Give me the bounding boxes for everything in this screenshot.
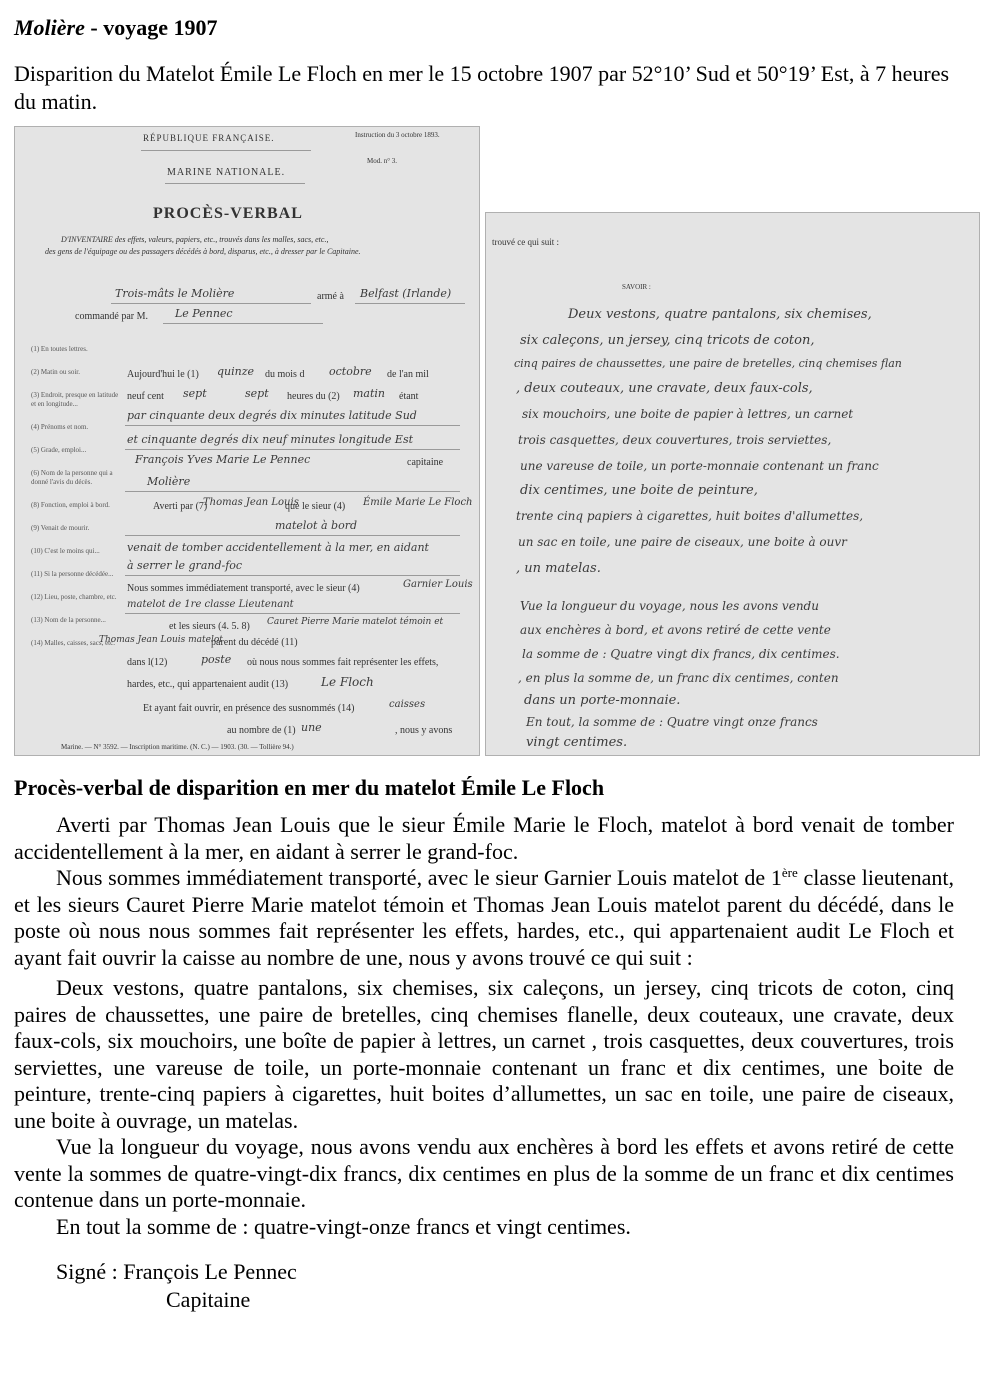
sale-line: , en plus la somme de, un franc dix centimes, conten [518, 671, 839, 685]
title-rest: - voyage 1907 [84, 15, 218, 40]
form-mod: Mod. n° 3. [367, 157, 398, 165]
sale-line: vingt centimes. [526, 735, 628, 750]
hw-place: poste [201, 653, 232, 666]
inv-line: six caleçons, un jersey, cinq tricots de coton, [520, 333, 815, 348]
form-title: PROCÈS-VERBAL [153, 205, 303, 222]
inv-savoir: SAVOIR : [622, 283, 651, 291]
form-republique: RÉPUBLIQUE FRANÇAISE. [143, 133, 275, 143]
sale-line: En tout, la somme de : Quatre vingt onze francs [526, 715, 818, 729]
hw-name: Le Floch [321, 675, 374, 689]
paragraph: Deux vestons, quatre pantalons, six chemises, six caleçons, un jersey, cinq tricots de coton, cinq paires de chaussettes, une paire de bretelles, cinq chemises flanelle, deux couteaux, une cravate, deux faux-cols, six mouchoirs, une boîte de papier à lettres, un carnet , trois casquettes, deux couvertures, trois serviettes, une vareuse de toile, un porte-monnaie contenant un franc et dix centimes, une boite de peinture, trente-cinq papiers à cigarettes, huit boites d’allumettes, un sac en toile, une paire de ciseaux, une boite à ouvrage, un matelas. [14, 975, 954, 1133]
form-capitaine: capitaine [407, 457, 444, 468]
inv-line: cinq paires de chaussettes, une paire de bretelles, cinq chemises flan [514, 357, 902, 370]
form-commande-par: commandé par M. [75, 311, 149, 322]
hw-signatory: François Yves Marie Le Pennec [135, 453, 311, 466]
form-aujourdhui: Aujourd'hui le (1) [127, 369, 199, 380]
form-hardes: hardes, etc., qui appartenaient audit (13) [127, 679, 289, 690]
transcription-body [14, 812, 954, 1240]
inv-line: six mouchoirs, une boite de papier à lettres, un carnet [522, 407, 854, 421]
hw-year: sept [183, 387, 207, 400]
hw-ship: Trois-mâts le Molière [115, 287, 235, 300]
hw-witness: Garnier Louis [403, 579, 473, 590]
page-title [14, 14, 217, 42]
signature-role: Capitaine [166, 1287, 251, 1312]
sale-line: aux enchères à bord, et avons retiré de cette vente [520, 623, 831, 637]
paragraph: En tout la somme de : quatre-vingt-onze francs et vingt centimes. [56, 1213, 631, 1239]
sale-line: Vue la longueur du voyage, nous les avons vendu [520, 599, 819, 613]
form-subtitle-2: des gens de l'équipage ou des passagers décédés à bord, disparus, etc., à dresser par le Capitaine. [45, 247, 361, 256]
hw-longitude: et cinquante degrés dix neuf minutes longitude Est [127, 433, 414, 446]
hw-ship-2: Molière [147, 475, 191, 488]
hw-event-2: à serrer le grand-foc [127, 559, 243, 572]
form-sieur: que le sieur (4) [285, 501, 346, 512]
form-dans: dans l(12) [127, 657, 168, 668]
ship-name: Molière [14, 15, 85, 40]
signature-name: Signé : François Le Pennec [56, 1259, 297, 1284]
form-footer: Marine. — N° 3592. — Inscription maritime. (N. C.) — 1903. (30. — Tollière 94.) [61, 743, 294, 751]
hw-deceased: Émile Marie Le Floch [363, 497, 473, 508]
hw-num: une [301, 721, 322, 734]
hw-box: caisses [389, 699, 426, 710]
form-ou: où nous nous sommes fait représenter les effets, [247, 657, 439, 668]
form-subtitle-1: D'INVENTAIRE des effets, valeurs, papiers, etc., trouvés dans les malles, sacs, etc., [61, 235, 329, 244]
scan-inventory-page [485, 212, 980, 756]
form-mois: du mois d [265, 369, 305, 380]
form-margin-notes: (1) En toutes lettres. (2) Matin ou soir. (3) Endroit, presque en latitude et en longitude... (4) Prénoms et nom. (5) Grade, emploi... (6) Nom de la personne qui a donné l'avis du décès. (8) Fonction, emploi à bord. (9) Venait de mourir. (10) C'est le moins qui... (11) Si la personne décédée... (12) Lieu, poste, chambre, etc. (13) Nom de la personne... (14) Malles, caisses, sacs, etc. [31, 345, 119, 647]
form-etant: étant [399, 391, 419, 402]
hw-captain: Le Pennec [175, 307, 233, 320]
form-instruction: Instruction du 3 octobre 1893. [355, 131, 440, 139]
form-nousy: , nous y avons [395, 725, 453, 736]
hw-event-1: venait de tomber accidentellement à la mer, en aidant [127, 541, 429, 554]
form-marine: MARINE NATIONALE. [167, 167, 286, 178]
inv-line: trente cinq papiers à cigarettes, huit boites d'allumettes, [516, 509, 864, 523]
hw-witness-rank: matelot de 1re classe Lieutenant [127, 599, 294, 610]
inv-line: une vareuse de toile, un porte-monnaie contenant un franc [520, 459, 879, 473]
form-parent: parent du décédé (11) [211, 637, 298, 648]
paragraph: Vue la longueur du voyage, nous avons vendu aux enchères à bord les effets et avons retiré de cette vente la sommes de quatre-vingt-dix francs, dix centimes en plus de la somme de un franc et dix centimes contenue dans un porte-monnaie. [14, 1134, 954, 1212]
section-heading: Procès-verbal de disparition en mer du matelot Émile Le Floch [14, 775, 605, 800]
form-sieurs: et les sieurs (4. 5. 8) [169, 621, 250, 632]
inv-trouve: trouvé ce qui suit : [492, 237, 559, 247]
hw-port: Belfast (Irlande) [360, 287, 452, 300]
paragraph: Nous sommes immédiatement transporté, avec le sieur Garnier Louis matelot de 1ère classe lieutenant, et les sieurs Cauret Pierre Marie matelot témoin et Thomas Jean Louis matelot parent du décédé, dans le poste où nous nous sommes fait représenter les effets, hardes, etc., qui appartenaient audit Le Floch et ayant fait ouvrir la caisse au nombre de une, nous y avons trouvé ce qui suit : [14, 865, 954, 970]
sale-line: dans un porte-monnaie. [524, 693, 681, 708]
hw-warned-by: Thomas Jean Louis [203, 497, 299, 508]
hw-rank: matelot à bord [275, 519, 357, 532]
hw-ampm: matin [353, 387, 386, 400]
hw-hour: sept [245, 387, 269, 400]
paragraph: Averti par Thomas Jean Louis que le sieur Émile Marie le Floch, matelot à bord venait de tomber accidentellement à la mer, en aidant à serrer le grand-foc. [14, 812, 954, 864]
inv-line: dix centimes, une boite de peinture, [520, 483, 758, 498]
hw-latitude: par cinquante deux degrés dix minutes latitude Sud [127, 409, 417, 422]
hw-month: octobre [329, 365, 372, 378]
hw-day: quinze [217, 365, 255, 378]
signature-block [56, 1258, 297, 1314]
form-arme-a: armé à [317, 291, 344, 302]
sale-line: la somme de : Quatre vingt dix francs, dix centimes. [522, 647, 840, 661]
inv-line: , deux couteaux, une cravate, deux faux-cols, [516, 381, 813, 396]
form-nombre: au nombre de (1) [227, 725, 296, 736]
form-averti: Averti par (7) [153, 501, 208, 512]
form-ayant: Et ayant fait ouvrir, en présence des susnommés (14) [143, 703, 355, 714]
hw-parent: Thomas Jean Louis matelot [99, 635, 223, 645]
form-an: de l'an mil [387, 369, 429, 380]
inv-line: un sac en toile, une paire de ciseaux, une boite à ouvr [518, 535, 847, 549]
form-neuf: neuf cent [127, 391, 164, 402]
form-heures: heures du (2) [287, 391, 340, 402]
scan-proces-verbal-form [14, 126, 480, 756]
form-transporte: Nous sommes immédiatement transporté, avec le sieur (4) [127, 583, 360, 594]
inv-line: trois casquettes, deux couvertures, trois serviettes, [518, 433, 832, 447]
hw-others: Cauret Pierre Marie matelot témoin et [267, 617, 444, 627]
inv-line: Deux vestons, quatre pantalons, six chemises, [568, 307, 872, 322]
intro-text: Disparition du Matelot Émile Le Floch en mer le 15 octobre 1907 par 52°10’ Sud et 50°19’ Est, à 7 heures du matin. [14, 61, 950, 114]
inv-line: , un matelas. [516, 561, 601, 576]
